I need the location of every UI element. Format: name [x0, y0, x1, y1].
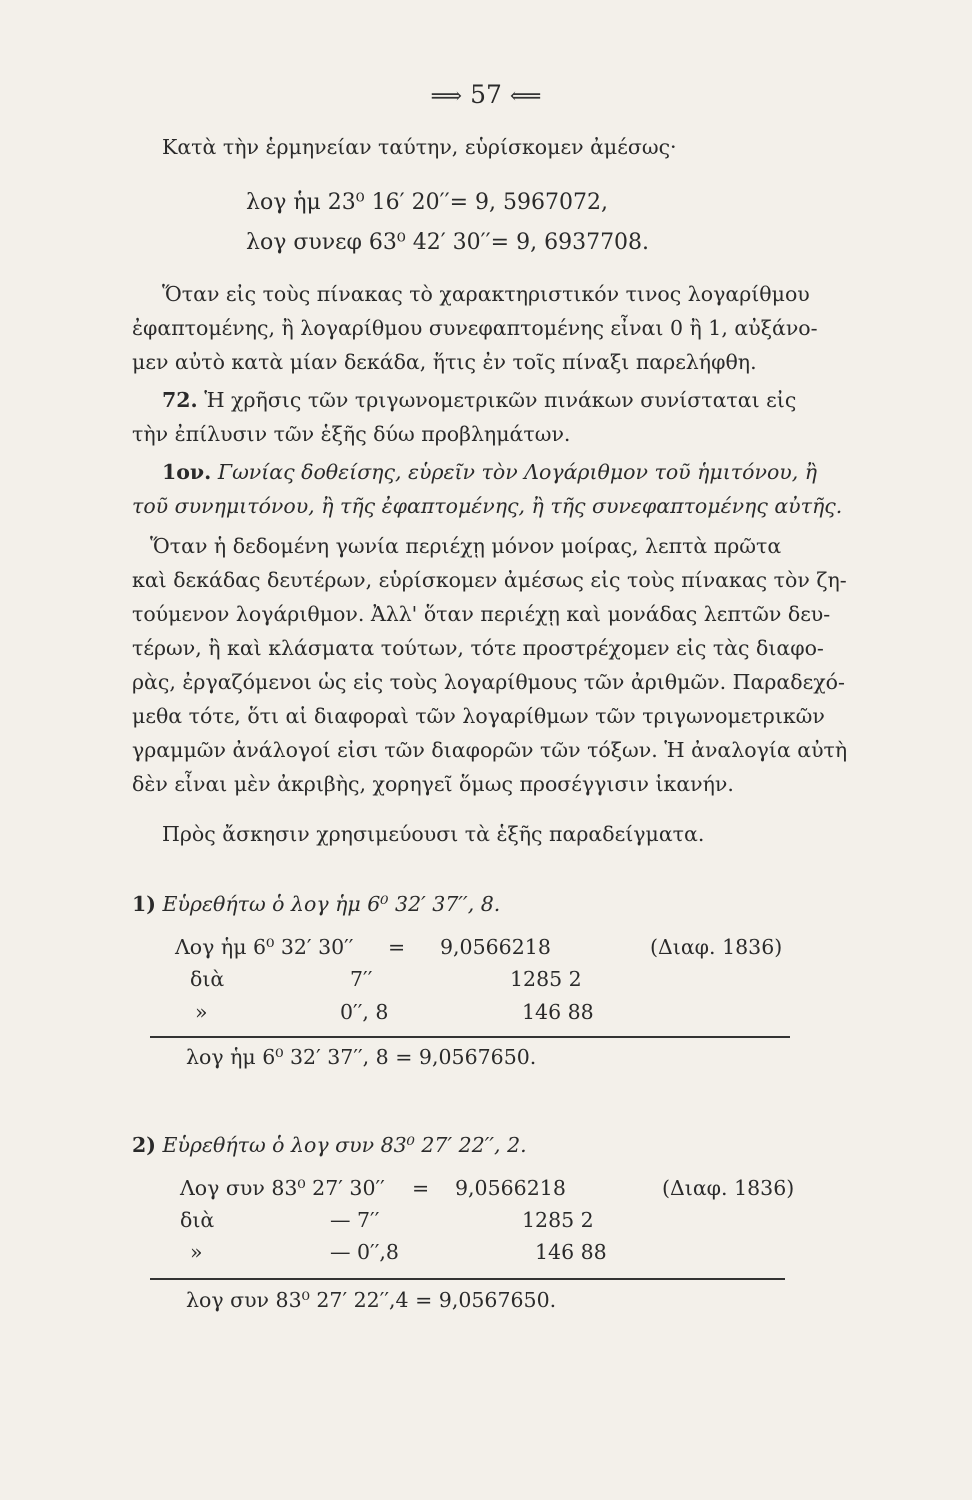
- example-1-row-2-label: διὰ: [190, 967, 225, 991]
- section-number: 72.: [162, 388, 198, 412]
- intro-equation-2: λογ συνεφ 63⁰ 42′ 30′′= 9, 6937708.: [246, 230, 650, 255]
- intro-line: Κατὰ τὴν ἑρμηνείαν ταύτην, εὑρίσκομεν ἀμέσως·: [162, 135, 677, 159]
- example-2-row-3-label: »: [190, 1240, 203, 1264]
- problem-marker: 1ον.: [162, 460, 212, 484]
- example-2-result: λογ συν 83⁰ 27′ 22′′,4 = 9,0567650.: [186, 1288, 557, 1312]
- para2-line-3: τούμενον λογάριθμον. Ἀλλ' ὅταν περιέχῃ καὶ μονάδας λεπτῶν δευ-: [132, 602, 831, 626]
- example-number: 1): [132, 892, 156, 916]
- para2-line-5: ρὰς, ἐργαζόμενοι ὡς εἰς τοὺς λογαρίθμους τῶν ἀριθμῶν. Παραδεχό-: [132, 670, 845, 694]
- para2-line-1: Ὅταν ἡ δεδομένη γωνία περιέχῃ μόνον μοίρας, λεπτὰ πρῶτα: [150, 534, 782, 558]
- para2-line-4: τέρων, ἢ καὶ κλάσματα τούτων, τότε προστρέχομεν εἰς τὰς διαφο-: [132, 636, 824, 660]
- intro-equation-1: λογ ἡμ 23⁰ 16′ 20′′= 9, 5967072,: [246, 190, 608, 215]
- example-2-row-1-eq: =: [412, 1176, 430, 1200]
- page-header: [0, 80, 972, 114]
- para1-line-1: Ὅταν εἰς τοὺς πίνακας τὸ χαρακτηριστικόν τινος λογαρίθμου: [162, 282, 810, 306]
- para2-line-2: καὶ δεκάδας δευτέρων, εὑρίσκομεν ἀμέσως εἰς τοὺς πίνακας τὸν ζη-: [132, 568, 847, 592]
- example-2-row-1-value: 9,0566218: [455, 1176, 566, 1200]
- para2-line-6: μεθα τότε, ὅτι αἱ διαφοραὶ τῶν λογαρίθμων τῶν τριγωνομετρικῶν: [132, 704, 825, 728]
- example-1-row-3-angle: 0′′, 8: [340, 1000, 389, 1024]
- example-1-row-1-value: 9,0566218: [440, 935, 551, 959]
- example-2-row-3-angle: — 0′′,8: [330, 1240, 399, 1264]
- example-1-result: λογ ἡμ 6⁰ 32′ 37′′, 8 = 9,0567650.: [186, 1045, 537, 1069]
- example-1-row-1-label: Λογ ἡμ 6⁰ 32′ 30′′: [175, 935, 354, 959]
- para2-line-8: δὲν εἶναι μὲν ἀκριβὴς, χορηγεῖ ὅμως προσέγγισιν ἱκανήν.: [132, 772, 734, 796]
- example-2-sum-line: [150, 1278, 785, 1280]
- problem-1-line-1: [162, 460, 817, 485]
- section-72-text: Ἡ χρῆσις τῶν τριγωνομετρικῶν πινάκων συνίσταται εἰς: [204, 388, 797, 412]
- right-ornament-icon: ⟸: [509, 84, 542, 109]
- para2-line-7: γραμμῶν ἀνάλογοί εἰσι τῶν διαφορῶν τῶν τόξων. Ἡ ἀναλογία αὐτὴ: [132, 738, 848, 762]
- example-1-text: Εὑρεθήτω ὁ λογ ἡμ 6⁰ 32′ 37′′, 8.: [162, 892, 501, 916]
- para1-line-3: μεν αὐτὸ κατὰ μίαν δεκάδα, ἥτις ἐν τοῖς πίναξι παρελήφθη.: [132, 350, 757, 374]
- page-number: 57: [470, 80, 502, 109]
- example-1-sum-line: [150, 1036, 790, 1038]
- exercise-intro: Πρὸς ἄσκησιν χρησιμεύουσι τὰ ἑξῆς παραδείγματα.: [162, 822, 705, 846]
- example-2-row-1-note: (Διαφ. 1836): [662, 1176, 795, 1200]
- example-1-row-3-value: 146 88: [522, 1000, 594, 1024]
- example-2-row-2-label: διὰ: [180, 1208, 215, 1232]
- problem-1-text: Γωνίας δοθείσης, εὑρεῖν τὸν Λογάριθμον τοῦ ἡμιτόνου, ἢ: [217, 460, 818, 484]
- example-2-statement: [132, 1133, 527, 1158]
- example-number: 2): [132, 1133, 156, 1157]
- example-2-row-2-value: 1285 2: [522, 1208, 594, 1232]
- example-2-row-3-value: 146 88: [535, 1240, 607, 1264]
- problem-1-line-2: τοῦ συνημιτόνου, ἢ τῆς ἐφαπτομένης, ἢ τῆς συνεφαπτομένης αὐτῆς.: [132, 494, 843, 518]
- section-72-line-2: τὴν ἐπίλυσιν τῶν ἑξῆς δύω προβλημάτων.: [132, 422, 571, 446]
- example-1-row-1-note: (Διαφ. 1836): [650, 935, 783, 959]
- example-1-statement: [132, 892, 500, 917]
- example-2-row-2-angle: — 7′′: [330, 1208, 380, 1232]
- left-ornament-icon: ⟹: [430, 84, 463, 109]
- example-2-text: Εὑρεθήτω ὁ λογ συν 83⁰ 27′ 22′′, 2.: [162, 1133, 527, 1157]
- example-2-row-1-label: Λογ συν 83⁰ 27′ 30′′: [180, 1176, 385, 1200]
- example-1-row-1-eq: =: [388, 935, 406, 959]
- section-72-line-1: [162, 388, 796, 413]
- para1-line-2: ἐφαπτομένης, ἢ λογαρίθμου συνεφαπτομένης εἶναι 0 ἢ 1, αὐξάνο-: [132, 316, 818, 340]
- example-1-row-2-angle: 7′′: [350, 967, 373, 991]
- example-1-row-2-value: 1285 2: [510, 967, 582, 991]
- example-1-row-3-label: »: [195, 1000, 208, 1024]
